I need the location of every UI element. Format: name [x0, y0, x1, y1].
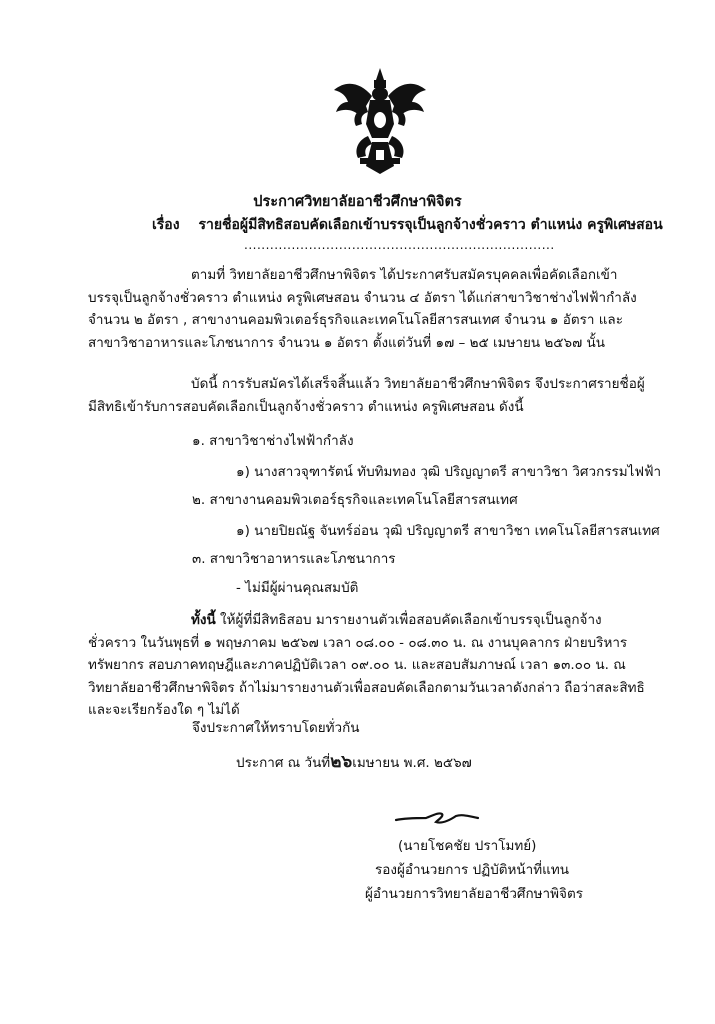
candidate-entry-computer: ๑) นายปิยณัฐ จันทร์อ่อน วุฒิ ปริญญาตรี สาขาวิชา เทคโนโลยีสารสนเทศ [236, 523, 660, 539]
subject-text: รายชื่อผู้มีสิทธิสอบคัดเลือกเข้าบรรจุเป็นลูกจ้างชั่วคราว ตำแหน่ง ครูพิเศษสอน [198, 217, 663, 233]
dateline-suffix: เมษายน พ.ศ. ๒๕๖๗ [352, 755, 472, 771]
paragraph-background: ตามที่ วิทยาลัยอาชีวศึกษาพิจิตร ได้ประกาศรับสมัครบุคคลเพื่อคัดเลือกเข้าบรรจุเป็นลูกจ้างชั่วคราว ตำแหน่ง ครูพิเศษสอน จำนวน ๔ อัตรา ได้แก่สาขาวิชาช่างไฟฟ้ากำลัง จำนวน ๒ อัตรา , สาขางานคอมพิวเตอร์ธุรกิจและเทคโนโลยีสารสนเทศ จำนวน ๑ อัตรา และสาขาวิชาอาหารและโภชนาการ จำนวน ๑ อัตรา ตั้งแต่วันที่ ๑๗ – ๒๕ เมษายน ๒๕๖๗ นั้น [88, 267, 637, 351]
garuda-emblem [332, 66, 428, 176]
title-divider: ........................................................................ [244, 238, 555, 252]
instructions-text: ให้ผู้ที่มีสิทธิสอบ มารายงานตัวเพื่อสอบคัดเลือกเข้าบรรจุเป็นลูกจ้างชั่วคราว ในวันพุธที่ ๑ พฤษภาคม ๒๕๖๗ เวลา ๐๘.๐๐ - ๐๘.๓๐ น. ณ งานบุคลากร ฝ่ายบริหารทรัพยากร สอบภาคทฤษฎีและภาคปฏิบัติเวลา ๐๙.๐๐ น. และสอบสัมภาษณ์ เวลา ๑๓.๐๐ น. ณ วิทยาลัยอาชีวศึกษาพิจิตร ถ้าไม่มารายงานตัวเพื่อสอบคัดเลือกตามวันเวลาดังกล่าว ถือว่าสละสิทธิและจะเรียกร้องใด ๆ ไม่ได้ [88, 612, 645, 718]
instructions-lead: ทั้งนี้ [191, 612, 216, 628]
no-candidate-note: - ไม่มีผู้ผ่านคุณสมบัติ [236, 580, 359, 596]
subject-line [152, 214, 663, 236]
announcement-title: ประกาศวิทยาลัยอาชีวศึกษาพิจิตร [253, 194, 462, 210]
closing-statement: จึงประกาศให้ทราบโดยทั่วกัน [192, 720, 360, 736]
handwritten-day: ๒๖ [330, 752, 353, 772]
section-heading-food: ๓. สาขาวิชาอาหารและโภชนาการ [192, 551, 396, 567]
signatory-position-2: ผู้อำนวยการวิทยาลัยอาชีวศึกษาพิจิตร [365, 886, 583, 902]
section-heading-computer: ๒. สาขางานคอมพิวเตอร์ธุรกิจและเทคโนโลยีสารสนเทศ [192, 492, 518, 508]
subject-label: เรื่อง [152, 217, 180, 233]
dateline-prefix: ประกาศ ณ วันที่ [236, 755, 331, 771]
dateline [236, 748, 472, 775]
signatory-name: (นายโชคชัย ปราโมทย์) [398, 838, 537, 854]
section-heading-electrical: ๑. สาขาวิชาช่างไฟฟ้ากำลัง [192, 433, 354, 449]
paragraph-instructions [88, 609, 648, 722]
paragraph-announcement: บัดนี้ การรับสมัครได้เสร็จสิ้นแล้ว วิทยาลัยอาชีวศึกษาพิจิตร จึงประกาศรายชื่อผู้มีสิทธิเข้ารับการสอบคัดเลือกเป็นลูกจ้างชั่วคราว ตำแหน่ง ครูพิเศษสอน ดังนี้ [88, 376, 645, 415]
candidate-entry-electrical: ๑) นางสาวจุฑารัตน์ ทับทิมทอง วุฒิ ปริญญาตรี สาขาวิชา วิศวกรรมไฟฟ้า [236, 464, 662, 480]
signatory-position-1: รองผู้อำนวยการ ปฏิบัติหน้าที่แทน [375, 862, 569, 878]
signature-scribble [392, 806, 482, 832]
